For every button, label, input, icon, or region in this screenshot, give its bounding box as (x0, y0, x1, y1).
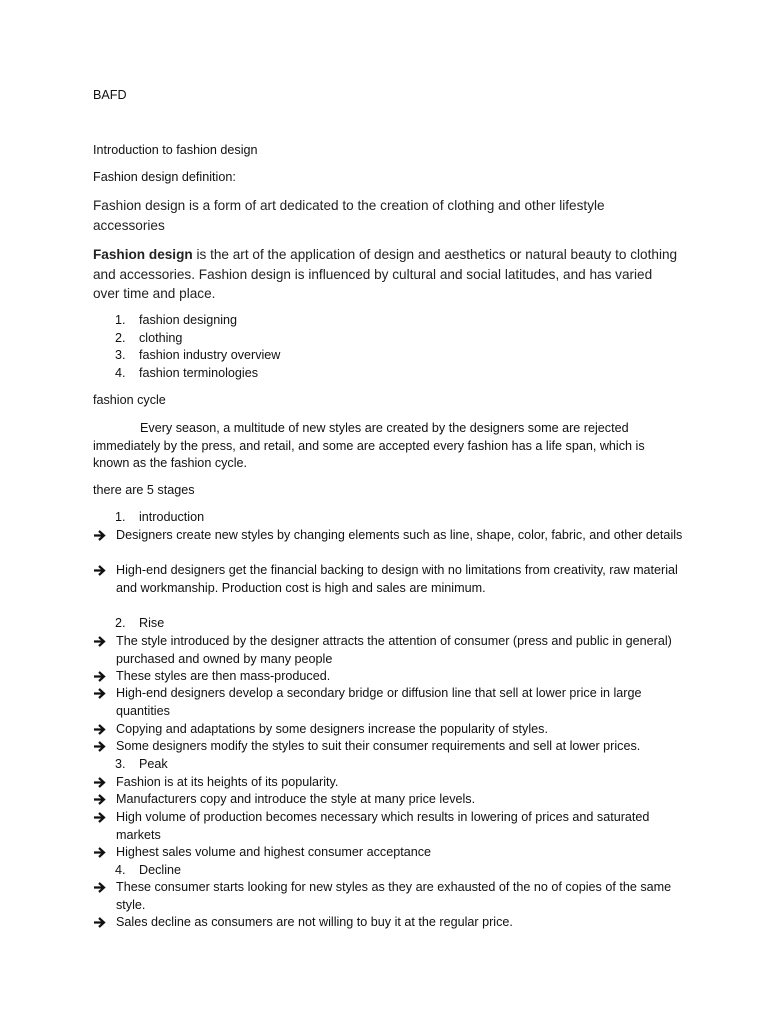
list-text: Copying and adaptations by some designers increase the popularity of styles. (116, 722, 548, 736)
list-item (93, 633, 683, 668)
stage-heading (115, 509, 204, 527)
list-text: These consumer starts looking for new styles as they are exhausted of the no of copies of the same style. (116, 880, 672, 912)
stage-name: Rise (139, 616, 165, 630)
right-arrow-icon (93, 738, 109, 755)
right-arrow-icon (93, 562, 109, 579)
list-item (93, 879, 683, 914)
list-item (93, 844, 683, 862)
right-arrow-icon (93, 721, 109, 738)
list-text: These styles are then mass-produced. (116, 669, 331, 683)
list-item (93, 668, 683, 686)
stage-number: 1. (115, 510, 126, 524)
list-item (115, 347, 280, 365)
definition-label: Fashion design definition: (93, 170, 236, 184)
right-arrow-icon (93, 879, 109, 896)
stage-name: Peak (139, 757, 168, 771)
stages-intro: there are 5 stages (93, 483, 195, 497)
list-item (93, 527, 683, 545)
list-item (93, 738, 683, 756)
list-text: Highest sales volume and highest consumer acceptance (116, 845, 432, 859)
list-item (115, 330, 182, 348)
list-item (93, 914, 683, 932)
stage-heading (115, 615, 164, 633)
list-number: 4. (115, 366, 126, 380)
list-text: Manufacturers copy and introduce the style at many price levels. (116, 792, 476, 806)
list-number: 2. (115, 331, 126, 345)
list-text: Fashion is at its heights of its popularity. (116, 775, 339, 789)
right-arrow-icon (93, 809, 109, 826)
definition-2-bold: Fashion design (93, 247, 193, 262)
list-text: Designers create new styles by changing elements such as line, shape, color, fabric, and other details (116, 528, 683, 542)
cycle-heading: fashion cycle (93, 393, 166, 407)
list-text: Some designers modify the styles to suit their consumer requirements and sell at lower prices. (116, 739, 641, 753)
list-text: fashion terminologies (139, 366, 259, 380)
stage-number: 3. (115, 757, 126, 771)
document-header: BAFD (93, 88, 127, 102)
stage-number: 4. (115, 863, 126, 877)
list-item (93, 774, 683, 792)
cycle-paragraph (93, 420, 663, 473)
list-item (93, 685, 683, 720)
list-text: clothing (139, 331, 183, 345)
list-item (93, 791, 683, 809)
stage-heading (115, 756, 168, 774)
list-number: 3. (115, 348, 126, 362)
right-arrow-icon (93, 668, 109, 685)
stage-name: introduction (139, 510, 205, 524)
list-item (93, 562, 683, 597)
list-text: High-end designers develop a secondary bridge or diffusion line that sell at lower price in large quantities (116, 686, 642, 718)
right-arrow-icon (93, 527, 109, 544)
definition-2-rest: is the art of the application of design and aesthetics or natural beauty to clothing and accessories. Fashion design is influenced by cultural and social latitudes, and has varied over time and place. (93, 247, 678, 302)
list-text: The style introduced by the designer attracts the attention of consumer (press and public in general) purchased and owned by many people (116, 634, 672, 666)
list-text: Sales decline as consumers are not willing to buy it at the regular price. (116, 915, 513, 929)
document-title: Introduction to fashion design (93, 143, 258, 157)
right-arrow-icon (93, 844, 109, 861)
stage-heading (115, 862, 181, 880)
list-text: High volume of production becomes necessary which results in lowering of prices and saturated markets (116, 810, 650, 842)
list-text: fashion designing (139, 313, 238, 327)
right-arrow-icon (93, 685, 109, 702)
list-item (93, 809, 683, 844)
list-item (115, 365, 258, 383)
definition-1: Fashion design is a form of art dedicated to the creation of clothing and other lifestyle accessories (93, 198, 605, 233)
list-item (93, 721, 683, 739)
right-arrow-icon (93, 774, 109, 791)
right-arrow-icon (93, 633, 109, 650)
stage-name: Decline (139, 863, 181, 877)
stage-number: 2. (115, 616, 126, 630)
cycle-paragraph-text: Every season, a multitude of new styles are created by the designers some are rejected immediately by the press, and retail, and some are accepted every fashion has a life span, which is known as the fashion cycle. (93, 421, 645, 471)
right-arrow-icon (93, 914, 109, 931)
right-arrow-icon (93, 791, 109, 808)
list-item (115, 312, 237, 330)
definition-2 (93, 245, 678, 304)
list-text: High-end designers get the financial backing to design with no limitations from creativity, raw material and workmanship. Production cost is high and sales are minimum. (116, 563, 678, 595)
list-text: fashion industry overview (139, 348, 281, 362)
list-number: 1. (115, 313, 126, 327)
